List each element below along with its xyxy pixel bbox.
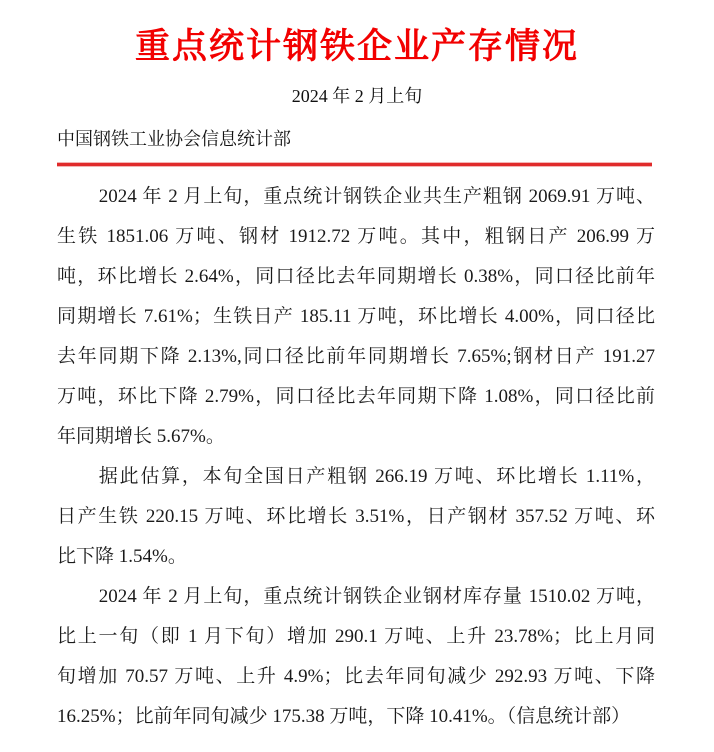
document-subtitle: 2024 年 2 月上旬 — [291, 85, 423, 106]
body-line: 据此估算，本旬全国日产粗钢 266.19 万吨、环比增长 1.11%， — [98, 465, 655, 487]
body-line: 日产生铁 220.15 万吨、环比增长 3.51%，日产钢材 357.52 万吨、环 — [57, 505, 655, 527]
document-byline: 中国钢铁工业协会信息统计部 — [57, 129, 291, 149]
body-line: 去年同期下降 2.13%,同口径比前年同期增长 7.65%;钢材日产 191.27 — [57, 345, 655, 367]
body-line: 16.25%；比前年同旬减少 175.38 万吨，下降 10.41%。（信息统计部） — [57, 705, 631, 727]
body-line: 2024 年 2 月上旬，重点统计钢铁企业钢材库存量 1510.02 万吨， — [98, 585, 655, 607]
body-line: 旬增加 70.57 万吨、上升 4.9%；比去年同旬减少 292.93 万吨、下降 — [57, 665, 655, 687]
title-rule-divider — [57, 163, 652, 166]
document-title: 重点统计钢铁企业产存情况 — [134, 27, 579, 66]
document-body — [57, 177, 655, 737]
body-line: 生铁 1851.06 万吨、钢材 1912.72 万吨。其中，粗钢日产 206.99 万 — [57, 225, 655, 247]
body-line: 吨，环比增长 2.64%，同口径比去年同期增长 0.38%，同口径比前年 — [57, 265, 655, 287]
paragraph — [57, 177, 655, 457]
paragraph — [57, 577, 655, 737]
body-line: 2024 年 2 月上旬，重点统计钢铁企业共生产粗钢 2069.91 万吨、 — [98, 185, 655, 207]
body-line: 比下降 1.54%。 — [57, 545, 187, 567]
body-line: 比上一旬（即 1 月下旬）增加 290.1 万吨、上升 23.78%；比上月同 — [57, 625, 655, 647]
body-line: 年同期增长 5.67%。 — [57, 425, 225, 447]
body-line: 同期增长 7.61%；生铁日产 185.11 万吨，环比增长 4.00%，同口径比 — [57, 305, 655, 327]
paragraph — [57, 457, 655, 577]
body-line: 万吨，环比下降 2.79%，同口径比去年同期下降 1.08%，同口径比前 — [57, 385, 655, 407]
